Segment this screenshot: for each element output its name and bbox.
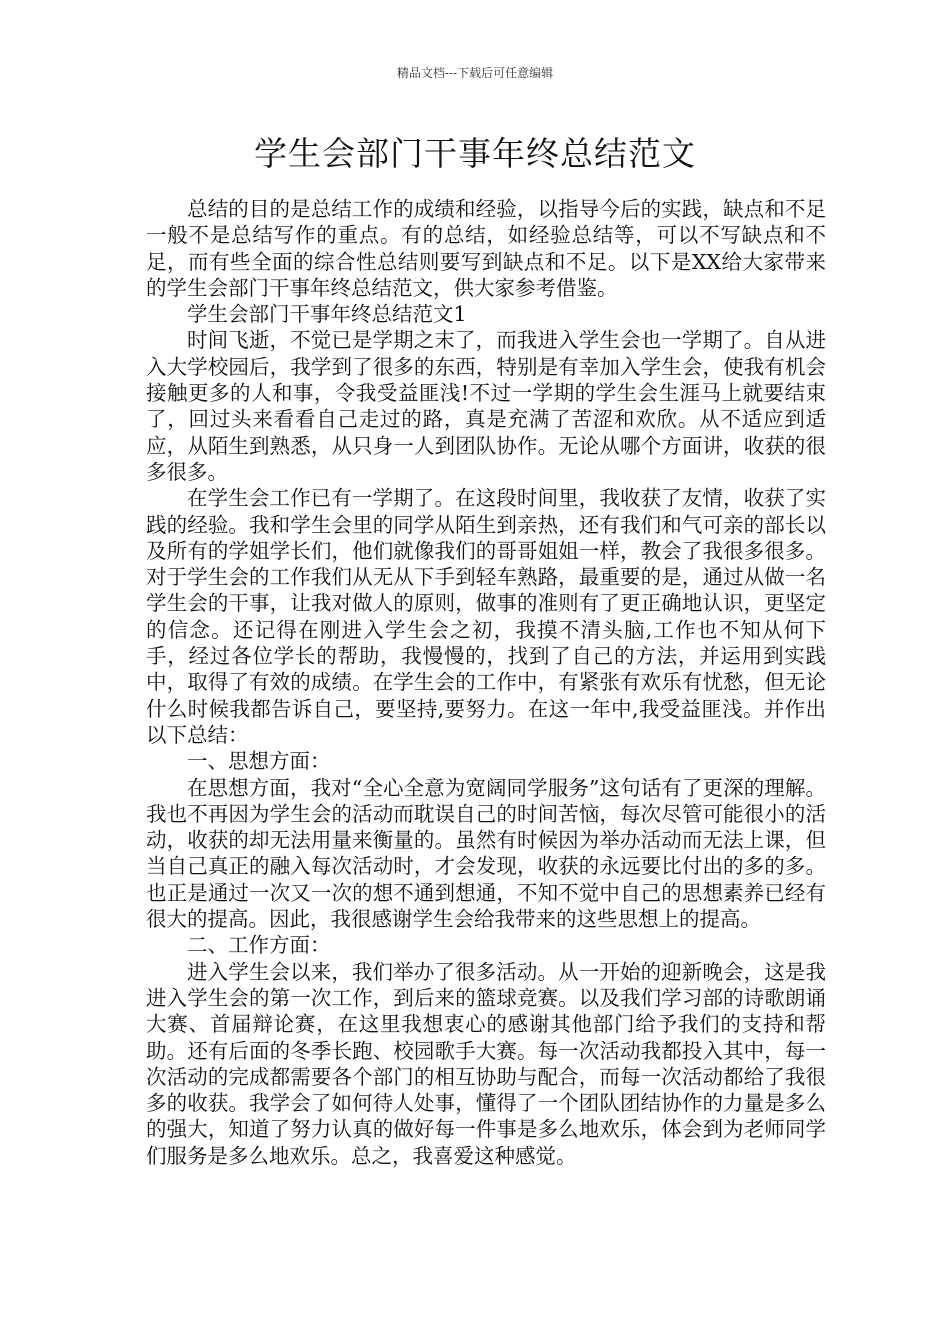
body-paragraph: 时间飞逝，不觉已是学期之末了，而我进入学生会也一学期了。自从进入大学校园后，我学到了很多的东西，特别是有幸加入学生会，使我有机会接触更多的人和事，令我受益匪浅!不过一学期的学生会生涯马上就要结束了，回过头来看看自己走过的路，真是充满了苦涩和欢欣。从不适应到适应，从陌生到熟悉，从只身一人到团队协作。无论从哪个方面讲，收获的很多很多。	[146, 328, 826, 484]
document-body	[146, 196, 826, 1169]
body-paragraph: 在思想方面，我对“全心全意为宽阔同学服务”这句话有了更深的理解。我也不再因为学生会的活动而耽误自己的时间苦恼，每次尽管可能很小的活动，收获的却无法用量来衡量的。虽然有时候因为举办活动而无法上课，但当自己真正的融入每次活动时，才会发现，收获的永远要比付出的多的多。也正是通过一次又一次的想不通到想通，不知不觉中自己的思想素养已经有很大的提高。因此，我很感谢学生会给我带来的这些思想上的提高。	[146, 775, 826, 932]
document-title: 学生会部门干事年终总结范文	[254, 134, 696, 173]
body-paragraph: 在学生会工作已有一学期了。在这段时间里，我收获了友情，收获了实践的经验。我和学生会里的同学从陌生到亲热，还有我们和气可亲的部长以及所有的学姐学长们，他们就像我们的哥哥姐姐一样，教会了我很多很多。对于学生会的工作我们从无从下手到轻车熟路，最重要的是，通过从做一名学生会的干事，让我对做人的原则，做事的准则有了更正确地认识，更坚定的信念。还记得在刚进入学生会之初，我摸不清头脑,工作也不知从何下手，经过各位学长的帮助，我慢慢的，找到了自己的方法，并运用到实践中，取得了有效的成绩。在学生会的工作中，有紧张有欢乐有忧愁，但无论什么时候我都告诉自己，要坚持,要努力。在这一年中,我受益匪浅。并作出以下总结：	[146, 486, 826, 747]
section-heading-sample-1: 学生会部门干事年终总结范文1	[187, 302, 467, 327]
subheading-work: 二、工作方面：	[187, 933, 331, 958]
body-paragraph: 进入学生会以来，我们举办了很多活动。从一开始的迎新晚会，这是我进入学生会的第一次工作，到后来的篮球竞赛。以及我们学习部的诗歌朗诵大赛、首届辩论赛，在这里我想衷心的感谢其他部门给予我们的支持和帮助。还有后面的冬季长跑、校园歌手大赛。每一次活动我都投入其中，每一次活动的完成都需要各个部门的相互协助与配合，而每一次活动都给了我很多的收获。我学会了如何待人处事，懂得了一个团队团结协作的力量是多么的强大，知道了努力认真的做好每一件事是多么地欢乐，体会到为老师同学们服务是多么地欢乐。总之，我喜爱这种感觉。	[146, 959, 826, 1168]
page-header: 精品文档---下载后可任意编辑	[396, 66, 554, 80]
subheading-thought: 一、思想方面：	[187, 749, 331, 774]
intro-paragraph: 总结的目的是总结工作的成绩和经验，以指导今后的实践，缺点和不足一般不是总结写作的重点。有的总结，如经验总结等，可以不写缺点和不足，而有些全面的综合性总结则要写到缺点和不足。以下是XX给大家带来的学生会部门干事年终总结范文，供大家参考借鉴。	[146, 197, 826, 300]
